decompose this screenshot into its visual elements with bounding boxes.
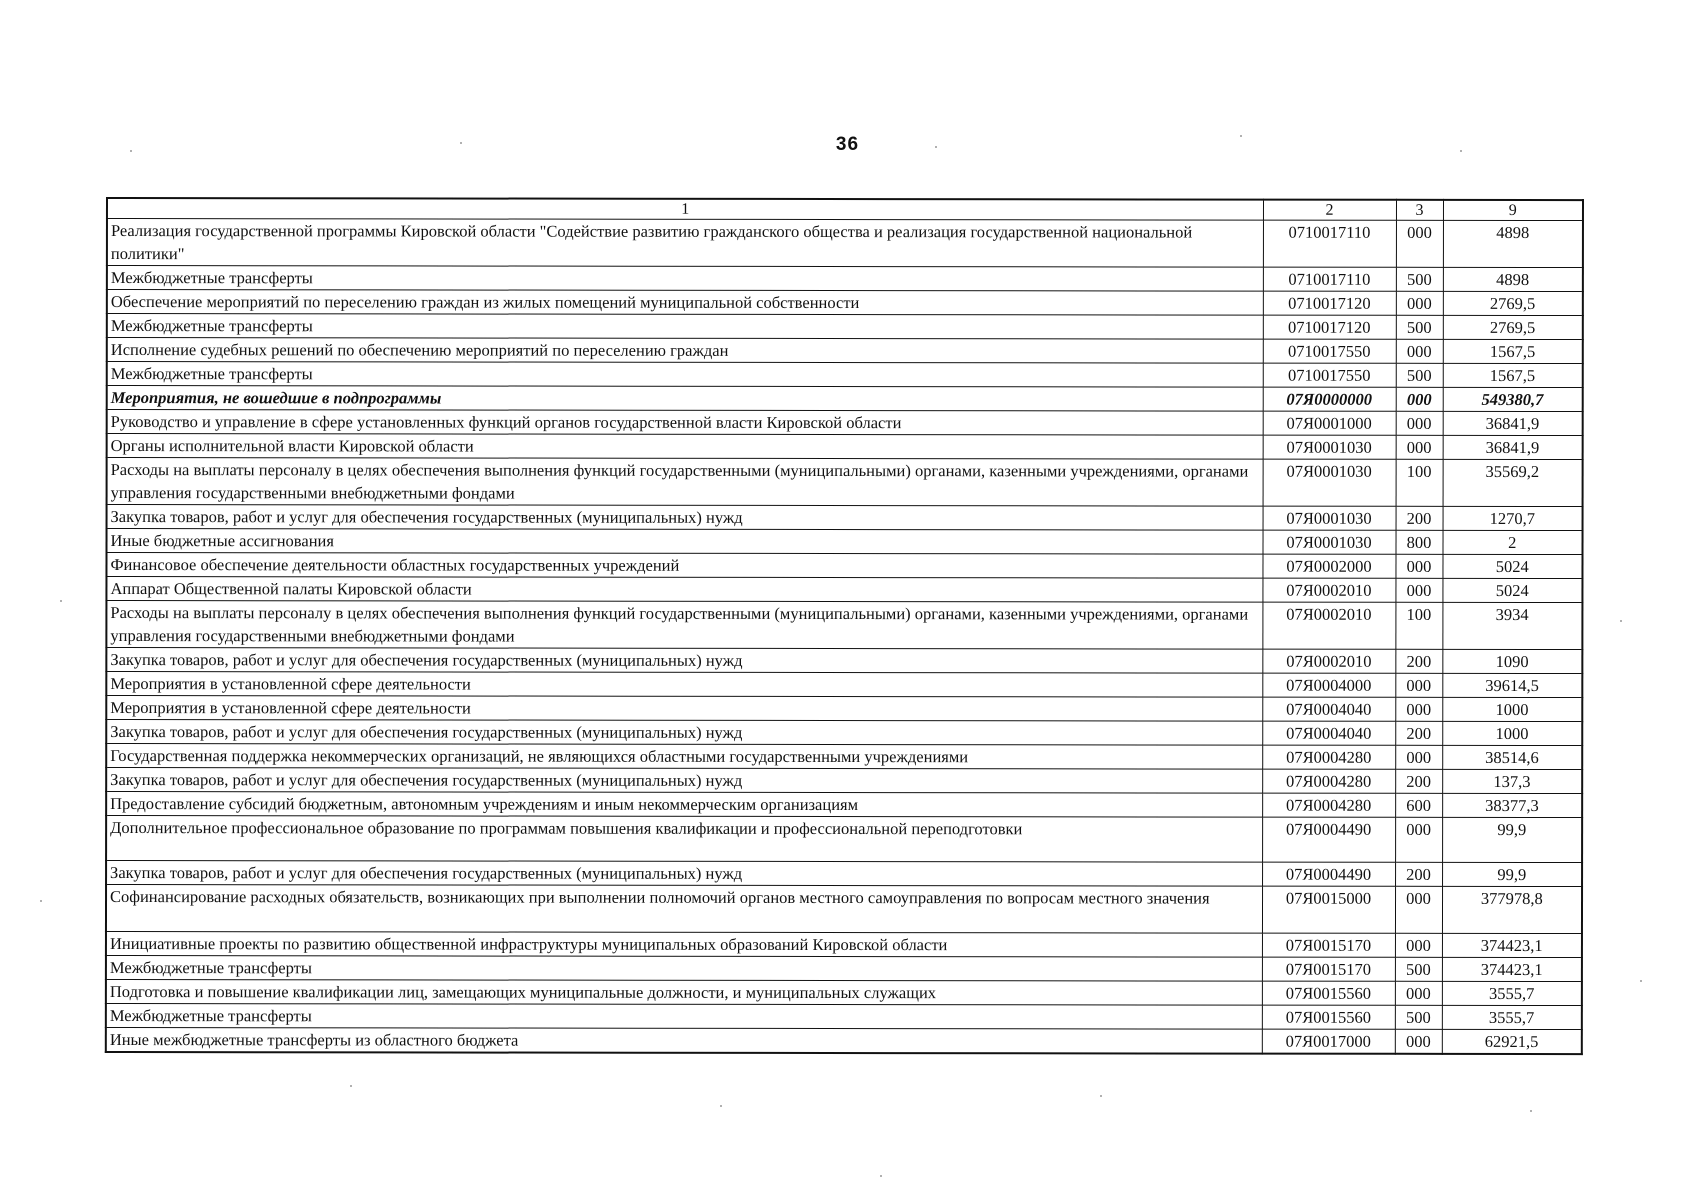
row-amount-cell: 374423,1 [1442,957,1582,981]
row-kvr-cell: 500 [1395,957,1442,981]
table-row [106,792,1582,818]
row-name-cell: Мероприятия в установленной сфере деятельности [106,672,1262,698]
table-row [106,696,1582,722]
row-name-cell: Закупка товаров, работ и услуг для обеспечения государственных (муниципальных) нужд [106,648,1262,674]
table-row [106,1028,1582,1055]
table-row [106,1004,1582,1030]
row-kvr-cell: 800 [1396,530,1443,554]
row-amount-cell: 99,9 [1442,817,1582,862]
row-code-cell: 07Я0001000 [1263,411,1396,435]
row-code-cell: 07Я0015170 [1262,957,1395,981]
table-row [106,720,1582,746]
row-amount-cell: 5024 [1442,554,1582,578]
row-kvr-cell: 000 [1395,578,1442,602]
row-kvr-cell: 000 [1395,817,1442,862]
row-kvr-cell: 600 [1395,793,1442,817]
row-kvr-cell: 000 [1395,673,1442,697]
row-amount-cell: 36841,9 [1443,435,1583,459]
row-amount-cell: 99,9 [1442,862,1582,886]
row-name-cell: Иные межбюджетные трансферты из областного бюджета [106,1028,1262,1054]
row-kvr-cell: 200 [1395,769,1442,793]
row-amount-cell: 1000 [1442,697,1582,721]
row-name-cell: Инициативные проекты по развитию общественной инфраструктуры муниципальных образований Кировской области [106,932,1262,958]
row-name-cell: Подготовка и повышение квалификации лиц, замещающих муниципальные должности, и муниципальных служащих [106,980,1262,1006]
row-kvr-cell: 200 [1395,649,1442,673]
row-amount-cell: 2769,5 [1443,315,1583,339]
row-code-cell: 07Я0015560 [1262,1005,1395,1029]
row-name-cell: Мероприятия в установленной сфере деятельности [106,696,1262,722]
row-kvr-cell: 200 [1395,721,1442,745]
header-code: 2 [1263,200,1396,221]
table-body [106,219,1583,1055]
row-code-cell: 0710017550 [1263,339,1396,363]
table-row [106,980,1582,1006]
row-code-cell: 07Я0004000 [1262,673,1395,697]
row-kvr-cell: 000 [1395,1029,1442,1054]
table-row [106,885,1582,934]
row-code-cell: 07Я0015170 [1262,933,1395,957]
row-amount-cell: 4898 [1443,220,1583,267]
header-name: 1 [107,198,1263,220]
row-amount-cell: 1090 [1442,649,1582,673]
budget-table [105,197,1584,1055]
row-name-cell: Расходы на выплаты персоналу в целях обеспечения выполнения функций государственными (муниципальными) органами, казенными учреждениями, органами управления государственными внебюджетными фондами [107,458,1263,507]
row-kvr-cell: 500 [1396,363,1443,387]
row-kvr-cell: 500 [1396,267,1443,291]
table-row [106,672,1582,698]
row-name-cell: Аппарат Общественной палаты Кировской области [106,577,1262,603]
row-kvr-cell: 200 [1396,506,1443,530]
row-name-cell: Межбюджетные трансферты [107,314,1263,340]
table-row [107,338,1583,364]
row-name-cell: Межбюджетные трансферты [106,1004,1262,1030]
table-row [106,768,1582,794]
row-kvr-cell: 000 [1396,339,1443,363]
row-code-cell: 0710017120 [1263,291,1396,315]
page-number: 36 [835,134,860,155]
row-code-cell: 07Я0004280 [1262,745,1395,769]
row-kvr-cell: 100 [1395,602,1442,649]
row-code-cell: 07Я0004040 [1262,721,1395,745]
row-amount-cell: 1000 [1442,721,1582,745]
row-name-cell: Руководство и управление в сфере установленных функций органов государственной власти Кировской области [107,410,1263,436]
row-kvr-cell: 000 [1395,745,1442,769]
row-amount-cell: 2769,5 [1443,291,1583,315]
row-code-cell: 07Я0004280 [1262,769,1395,793]
table-row [106,744,1582,770]
row-name-cell: Государственная поддержка некоммерческих организаций, не являющихся областными государственными учреждениями [106,744,1262,770]
table-row [106,553,1582,579]
row-code-cell: 07Я0017000 [1262,1029,1395,1054]
row-kvr-cell: 000 [1396,435,1443,459]
row-amount-cell: 549380,7 [1443,387,1583,411]
row-code-cell: 07Я0002010 [1262,602,1395,649]
row-amount-cell: 1567,5 [1443,339,1583,363]
row-name-cell: Закупка товаров, работ и услуг для обеспечения государственных (муниципальных) нужд [106,720,1262,746]
row-amount-cell: 38377,3 [1442,793,1582,817]
row-name-cell: Исполнение судебных решений по обеспечению мероприятий по переселению граждан [107,338,1263,364]
table-row [107,386,1583,412]
row-amount-cell: 1567,5 [1443,363,1583,387]
row-amount-cell: 36841,9 [1443,411,1583,435]
row-code-cell: 07Я0004490 [1262,862,1395,886]
table-row [106,956,1582,982]
row-code-cell: 07Я0004280 [1262,793,1395,817]
row-kvr-cell: 000 [1395,554,1442,578]
row-kvr-cell: 000 [1395,981,1442,1005]
header-kvr: 3 [1396,200,1443,221]
row-code-cell: 07Я0001030 [1263,435,1396,459]
row-name-cell: Дополнительное профессиональное образование по программам повышения квалификации и профессиональной переподготовки [106,816,1262,863]
row-amount-cell: 38514,6 [1442,745,1582,769]
row-name-cell: Органы исполнительной власти Кировской области [107,434,1263,460]
row-amount-cell: 3555,7 [1442,1005,1582,1029]
row-name-cell: Закупка товаров, работ и услуг для обеспечения государственных (муниципальных) нужд [106,861,1262,887]
row-kvr-cell: 500 [1395,1005,1442,1029]
row-amount-cell: 62921,5 [1442,1029,1582,1054]
row-amount-cell: 137,3 [1442,769,1582,793]
table-row [106,932,1582,958]
table-row [107,290,1583,316]
row-kvr-cell: 500 [1396,315,1443,339]
row-code-cell: 07Я0001030 [1263,459,1396,506]
row-code-cell: 07Я0004040 [1262,697,1395,721]
row-kvr-cell: 000 [1396,387,1443,411]
row-code-cell: 07Я0015000 [1262,886,1395,933]
row-name-cell: Реализация государственной программы Кировской области "Содействие развитию гражданского общества и реализация государственной национальной политики" [107,219,1263,268]
row-kvr-cell: 000 [1396,411,1443,435]
row-kvr-cell: 100 [1396,459,1443,506]
row-amount-cell: 3555,7 [1442,981,1582,1005]
row-code-cell: 0710017110 [1263,267,1396,291]
table-row [107,314,1583,340]
row-code-cell: 0710017550 [1263,363,1396,387]
row-name-cell: Межбюджетные трансферты [107,362,1263,388]
row-code-cell: 07Я0000000 [1263,387,1396,411]
row-name-cell: Расходы на выплаты персоналу в целях обеспечения выполнения функций государственными (муниципальными) органами, казенными учреждениями, органами управления государственными внебюджетными фондами [106,601,1262,650]
header-amount: 9 [1443,200,1583,221]
row-code-cell: 07Я0002010 [1262,649,1395,673]
row-name-cell: Закупка товаров, работ и услуг для обеспечения государственных (муниципальных) нужд [107,505,1263,531]
table-row [106,816,1582,863]
row-kvr-cell: 000 [1396,220,1443,267]
row-amount-cell: 3934 [1442,602,1582,649]
row-code-cell: 0710017120 [1263,315,1396,339]
row-kvr-cell: 000 [1395,697,1442,721]
row-amount-cell: 1270,7 [1443,506,1583,530]
row-name-cell: Предоставление субсидий бюджетным, автономным учреждениям и иным некоммерческим организациям [106,792,1262,818]
table-row [107,362,1583,388]
row-name-cell: Межбюджетные трансферты [107,266,1263,292]
row-amount-cell: 2 [1443,530,1583,554]
row-name-cell: Софинансирование расходных обязательств, возникающих при выполнении полномочий органов местного самоуправления по вопросам местного значения [106,885,1262,934]
table-row [106,601,1582,650]
row-name-cell: Мероприятия, не вошедшие в подпрограммы [107,386,1263,412]
table-row [107,505,1583,531]
row-amount-cell: 39614,5 [1442,673,1582,697]
table-row [107,458,1583,507]
row-amount-cell: 35569,2 [1443,459,1583,506]
row-code-cell: 07Я0002000 [1262,554,1395,578]
row-name-cell: Иные бюджетные ассигнования [107,529,1263,555]
table-row [106,861,1582,887]
row-amount-cell: 374423,1 [1442,933,1582,957]
row-name-cell: Межбюджетные трансферты [106,956,1262,982]
table-row [107,529,1583,555]
row-name-cell: Закупка товаров, работ и услуг для обеспечения государственных (муниципальных) нужд [106,768,1262,794]
table-row [107,266,1583,292]
row-amount-cell: 5024 [1442,578,1582,602]
row-kvr-cell: 200 [1395,862,1442,886]
row-code-cell: 07Я0015560 [1262,981,1395,1005]
table-header-row [107,198,1583,221]
row-kvr-cell: 000 [1395,933,1442,957]
table-row [107,410,1583,436]
table-row [106,648,1582,674]
row-name-cell: Обеспечение мероприятий по переселению граждан из жилых помещений муниципальной собственности [107,290,1263,316]
row-code-cell: 07Я0002010 [1262,578,1395,602]
row-code-cell: 07Я0004490 [1262,817,1395,862]
row-code-cell: 0710017110 [1263,220,1396,267]
table-row [107,219,1583,268]
row-kvr-cell: 000 [1395,886,1442,933]
row-code-cell: 07Я0001030 [1263,530,1396,554]
table-row [107,434,1583,460]
row-name-cell: Финансовое обеспечение деятельности областных государственных учреждений [106,553,1262,579]
row-amount-cell: 377978,8 [1442,886,1582,933]
row-amount-cell: 4898 [1443,267,1583,291]
row-kvr-cell: 000 [1396,291,1443,315]
row-code-cell: 07Я0001030 [1263,506,1396,530]
table-row [106,577,1582,603]
